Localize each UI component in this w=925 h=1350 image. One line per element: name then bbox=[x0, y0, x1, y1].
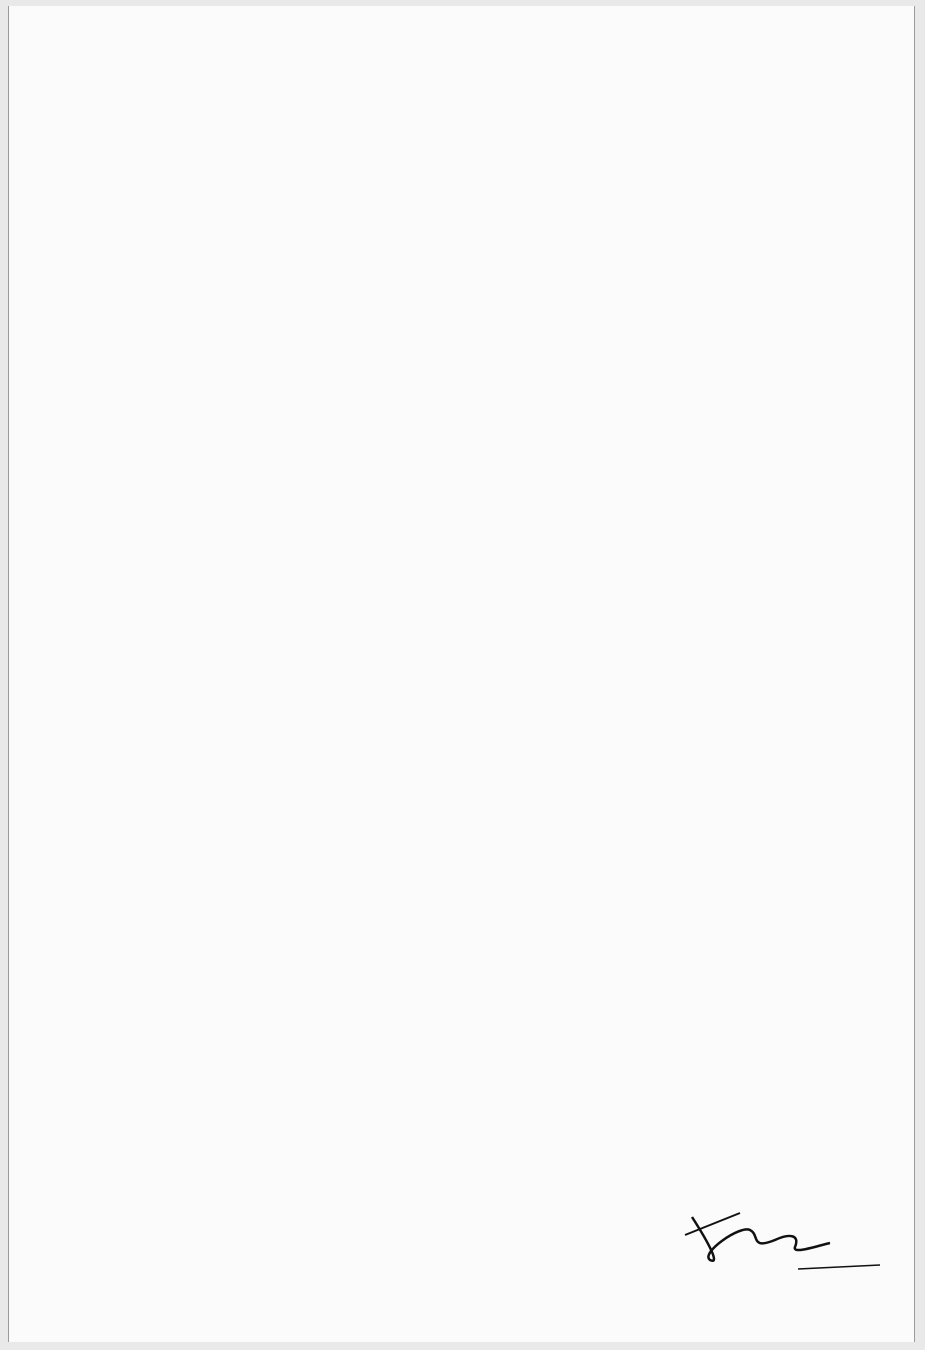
signature-image bbox=[680, 1205, 890, 1275]
notice-page bbox=[8, 6, 915, 1342]
notes-number bbox=[40, 1130, 49, 1145]
